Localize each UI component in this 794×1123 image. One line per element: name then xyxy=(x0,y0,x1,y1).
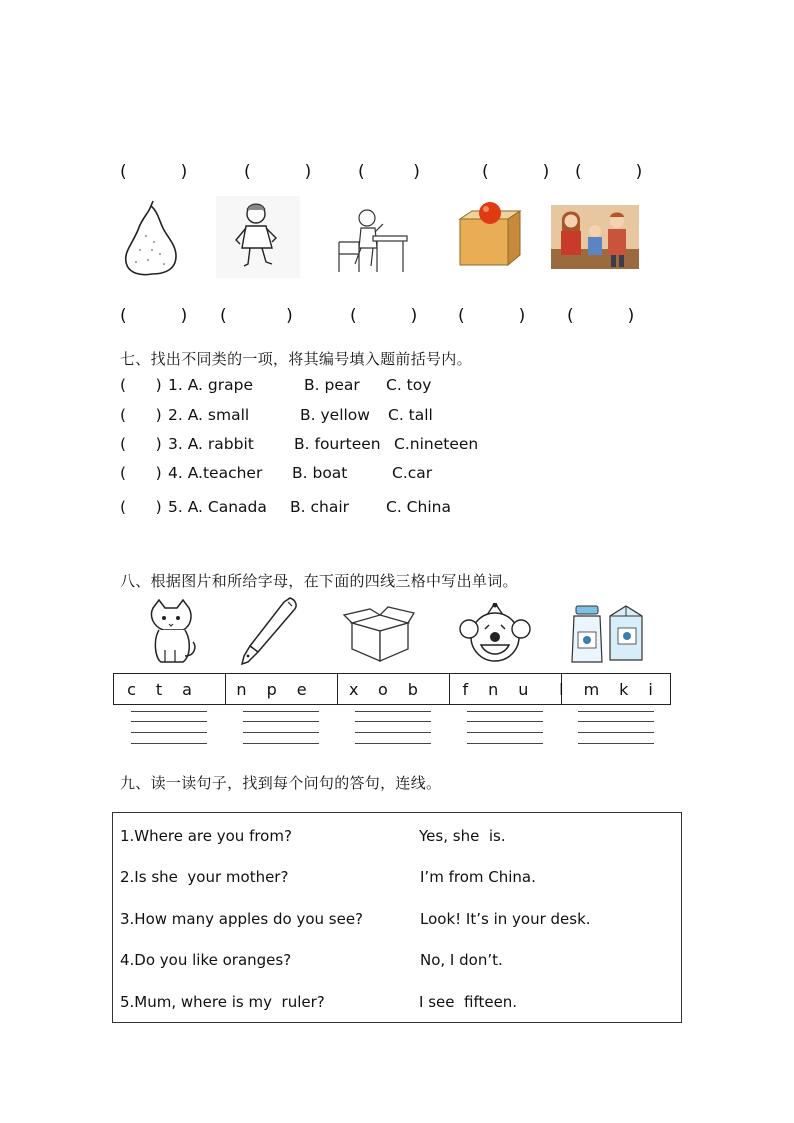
answer-sentence[interactable]: I see fifteen. xyxy=(419,993,518,1011)
letter-cell: npe xyxy=(236,679,327,699)
option-a: 5. A. Canada xyxy=(168,498,267,516)
option-c: C. China xyxy=(386,498,451,516)
letter-strip xyxy=(113,673,671,705)
option-b: B. fourteen xyxy=(294,435,381,453)
option-a: 3. A. rabbit xyxy=(168,435,254,453)
boy-at-desk-image xyxy=(333,202,411,276)
answer-paren[interactable]: ( ) xyxy=(120,464,162,482)
clown-image xyxy=(459,603,531,665)
question-sentence[interactable]: 3.How many apples do you see? xyxy=(120,910,364,928)
question-row xyxy=(120,435,620,459)
question-row xyxy=(120,498,620,522)
answer-sentence[interactable]: No, I don’t. xyxy=(420,951,503,969)
question-row xyxy=(120,464,620,488)
four-line-grid[interactable] xyxy=(355,711,431,745)
answer-paren[interactable]: ( ) xyxy=(575,162,643,182)
answer-paren[interactable]: ( ) xyxy=(120,435,162,453)
section7-heading: 七、找出不同类的一项，将其编号填入题前括号内。 xyxy=(120,350,472,368)
answer-paren[interactable]: ( ) xyxy=(120,498,162,516)
letter-cell: cta xyxy=(127,679,212,699)
question-sentence[interactable]: 5.Mum, where is my ruler? xyxy=(120,993,325,1011)
girl-image xyxy=(216,196,300,278)
question-row xyxy=(120,406,620,430)
matching-box xyxy=(112,812,682,1023)
answer-sentence[interactable]: Yes, she is. xyxy=(419,827,506,845)
ball-on-box-image xyxy=(456,199,524,269)
answer-paren[interactable]: ( ) xyxy=(220,306,293,326)
four-line-grid[interactable] xyxy=(131,711,207,745)
answer-paren[interactable]: ( ) xyxy=(120,406,162,424)
question-row xyxy=(120,376,620,400)
question-sentence[interactable]: 2.Is she your mother? xyxy=(120,868,289,886)
four-line-grid[interactable] xyxy=(467,711,543,745)
milk-image xyxy=(570,602,648,666)
answer-paren[interactable]: ( ) xyxy=(120,376,162,394)
option-a: 2. A. small xyxy=(168,406,250,424)
answer-paren[interactable]: ( ) xyxy=(120,162,188,182)
option-b: B. pear xyxy=(304,376,360,394)
answer-paren[interactable]: ( ) xyxy=(458,306,526,326)
option-a: 1. A. grape xyxy=(168,376,253,394)
bottom-paren-row xyxy=(0,306,794,330)
section9-heading: 九、读一读句子，找到每个问句的答句，连线。 xyxy=(120,774,442,792)
answer-sentence[interactable]: I’m from China. xyxy=(420,868,536,886)
option-c: C.car xyxy=(392,464,433,482)
letter-cell: fnu xyxy=(462,679,549,699)
option-c: C.nineteen xyxy=(394,435,479,453)
option-b: B. yellow xyxy=(300,406,370,424)
question-sentence[interactable]: 4.Do you like oranges? xyxy=(120,951,292,969)
option-b: B. boat xyxy=(292,464,348,482)
answer-paren[interactable]: ( ) xyxy=(358,162,420,182)
section8-heading: 八、根据图片和所给字母，在下面的四线三格中写出单词。 xyxy=(120,572,518,590)
option-c: C. toy xyxy=(386,376,432,394)
option-b: B. chair xyxy=(290,498,350,516)
answer-paren[interactable]: ( ) xyxy=(482,162,550,182)
option-c: C. tall xyxy=(388,406,433,424)
top-paren-row xyxy=(0,162,794,186)
pen-image xyxy=(236,594,300,668)
option-a: 4. A.teacher xyxy=(168,464,263,482)
pear-image xyxy=(118,200,184,278)
cat-image xyxy=(145,598,201,666)
family-image xyxy=(551,205,639,269)
box-image xyxy=(342,605,416,663)
four-line-grid[interactable] xyxy=(578,711,654,745)
answer-paren[interactable]: ( ) xyxy=(120,306,188,326)
letter-cell: xob xyxy=(349,679,438,699)
four-line-grid[interactable] xyxy=(243,711,319,745)
answer-paren[interactable]: ( ) xyxy=(350,306,418,326)
letter-cell: lmki xyxy=(559,679,673,699)
answer-paren[interactable]: ( ) xyxy=(244,162,312,182)
question-sentence[interactable]: 1.Where are you from? xyxy=(120,827,292,845)
answer-paren[interactable]: ( ) xyxy=(567,306,635,326)
answer-sentence[interactable]: Look! It’s in your desk. xyxy=(420,910,591,928)
